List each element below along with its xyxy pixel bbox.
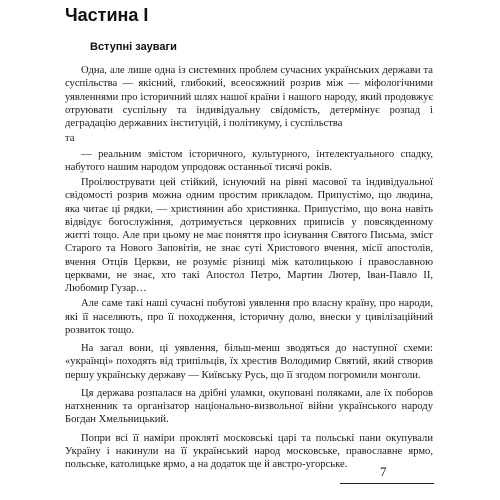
paragraph: Проілюструвати цей стійкий, існуючий на рівні масової та індивідуальної свідомості розрив можна одним простим прикладом. Припустімо, що людина, яка читає ці рядки, — християнин або християнка. Припустімо, що вона навіть відвідує богослужіння, дотримується церковних приписів у повсякденному житті тощо. Але при цьому не має поняття про існування Святого Письма, зміст Старого та Нового Заповітів, не знає суті Христового вчення, місії апостолів, вчення Отців Церкви, не розуміє різниці між католицькою і православною церквами, не знає, хто такі Апостол Петро, Мартин Лютер, Іван-Павло II, Любомир Гузар… xyxy=(65,177,433,294)
footer-rule xyxy=(340,483,434,484)
section-title: Вступні зауваги xyxy=(90,41,177,53)
paragraph: Попри всі її наміри прокляті московські царі та польські пани окупували Україну і накинули на її український народ московське, православне ярмо, польське, католицьке ярмо, а на додаток ще й австро-угорське. xyxy=(65,432,433,470)
paragraph: Але саме такі наші сучасні побутові уявлення про власну країну, про народи, які її населяють, про її походження, історичну долю, внески у цивілізаційний розвиток тощо. xyxy=(65,298,433,336)
paragraph: Ця держава розпалася на дрібні уламки, окуповані поляками, але їх поборов натхненник та організатор національно-визвольної війни українського народу Богдан Хмельницький. xyxy=(65,387,433,426)
paragraph: та xyxy=(65,133,75,145)
chapter-title: Частина І xyxy=(65,5,149,25)
paragraph: На загал вони, ці уявлення, більш-менш зводяться до наступної схеми: «українці» походять від трипільців, їх хрестив Володимир Святий, який створив першу українську державу — Київську Русь, що її згодом погромили монголи. xyxy=(65,343,433,381)
page-number: 7 xyxy=(380,464,387,479)
paragraph: Одна, але лише одна із системних проблем сучасних українських держави та суспільства — якісний, глибокий, всеосяжний розрив між — міфологічними уявленнями про історичний шлях нашої країни і нашого народу, який продовжує отруювати суспільну та індивідуальну свідомість, детермінує розпад і деградацію державних інституцій, і політикуму, і суспільства xyxy=(65,65,433,129)
body-text xyxy=(65,64,433,473)
paragraph: — реальним змістом історичного, культурного, інтелектуального спадку, набутого нашим народом упродовж останньої тисячі років. xyxy=(65,148,433,173)
